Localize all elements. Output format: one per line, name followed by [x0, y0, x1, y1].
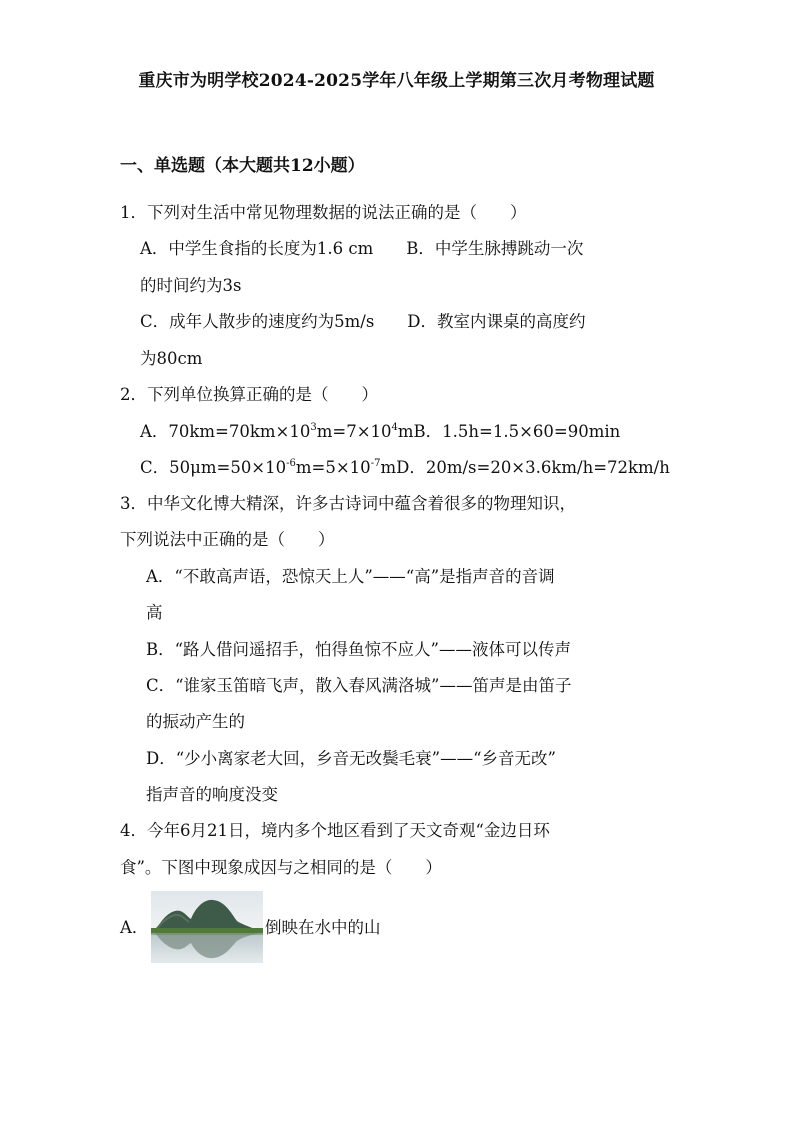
q2-option-b: B．1.5h=1.5×60=90min [413, 422, 621, 441]
page-title: 重庆市为明学校2024-2025学年八年级上学期第三次月考物理试题 [138, 71, 655, 91]
q3-option-d: D．“少小离家老大回，乡音无改鬓毛衰”——“乡音无改” [146, 749, 556, 768]
q3-option-c: C．“谁家玉笛暗飞声，散入春风满洛城”——笛声是由笛子 [146, 676, 572, 695]
q2-options-ab [140, 422, 620, 442]
q4-stem: 4．今年6月21日，境内多个地区看到了天文奇观“金边日环 [120, 821, 550, 840]
q2-option-c: C．$50\mu m=50\times 10^{-6}m=5\times 10^{-7}m$ [140, 458, 397, 477]
q1-stem: 1．下列对生活中常见物理数据的说法正确的是（ ） [120, 203, 527, 222]
q1-options-cd-cont: 为80cm [140, 349, 203, 368]
q2-option-a: A．$70km=70km\times 10^3m=7\times 10^4m$ [140, 422, 414, 441]
q3-option-a: A．“不敢高声语，恐惊天上人”——“高”是指声音的音调 [146, 567, 555, 586]
mountain-reflection-photo [151, 891, 263, 963]
q2-options-cd [140, 458, 670, 478]
q3-stem-cont: 下列说法中正确的是（ ） [120, 530, 335, 549]
q3-option-d-cont: 指声音的响度没变 [146, 785, 278, 804]
q4-stem-cont: 食”。下图中现象成因与之相同的是（ ） [120, 858, 442, 877]
section-heading: 一、单选题（本大题共12小题） [120, 156, 365, 176]
q4-option-a-label: A． [120, 918, 149, 937]
q4-option-a-text: 倒映在水中的山 [265, 918, 381, 937]
q3-option-a-cont: 高 [146, 603, 163, 622]
q3-stem: 3．中华文化博大精深，许多古诗词中蕴含着很多的物理知识， [120, 494, 576, 513]
q2-option-d: D．20m/s=20×3.6km/h=72km/h [396, 458, 670, 477]
q1-options-cd: C．成年人散步的速度约为5m/s D．教室内课桌的高度约 [140, 312, 586, 331]
q1-options-ab: A．中学生食指的长度为1.6 cm B．中学生脉搏跳动一次 [140, 239, 584, 258]
q3-option-c-cont: 的振动产生的 [146, 712, 245, 731]
q2-stem: 2．下列单位换算正确的是（ ） [120, 385, 378, 404]
q1-options-ab-cont: 的时间约为3s [140, 276, 242, 295]
q3-option-b: B．“路人借问遥招手，怕得鱼惊不应人”——液体可以传声 [146, 640, 571, 659]
